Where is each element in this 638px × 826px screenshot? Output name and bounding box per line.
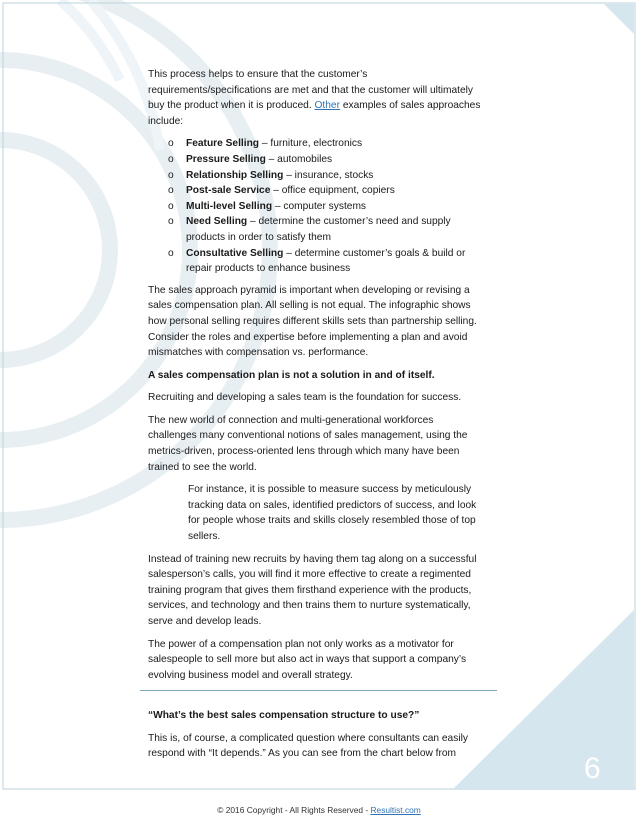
section-heading: “What’s the best sales compensation structure to use?” — [148, 710, 420, 721]
intro-paragraph: This process helps to ensure that the customer’s requirements/specifications are met and that the customer will ultimately buy the product when it is produced. Other examples of sales approaches include: — [148, 69, 481, 127]
top-right-corner-triangle — [604, 4, 634, 34]
indented-example-paragraph: For instance, it is possible to measure success by meticulously tracking data on sales, identified predictors of success, and look for people whose traits and skills closely resembled those of top sellers. — [188, 484, 477, 543]
copyright-text: © 2016 Copyright - All Rights Reserved - — [217, 805, 371, 815]
new-world-paragraph: The new world of connection and multi-generational workforces challenges many conventional notions of sales management, using the metrics-driven, process-oriented lens through which many have been trained to see the world. — [148, 414, 468, 473]
other-link[interactable]: Other — [314, 100, 340, 112]
main-content — [148, 67, 484, 690]
section-two — [148, 708, 484, 769]
bullet-marker: o — [168, 138, 174, 150]
bold-statement: A sales compensation plan is not a solution in and of itself. — [148, 369, 435, 381]
sales-approaches-list — [148, 136, 484, 276]
resultist-link[interactable]: Resultist.com — [370, 805, 421, 815]
list-item: o Need Selling – determine the customer’s need and supply products in order to satisfy them — [168, 216, 451, 243]
bullet-marker: o — [168, 200, 174, 212]
section-paragraph: This is, of course, a complicated question where consultants can easily respond with “It depends.” As you can see from the chart below from — [148, 732, 468, 760]
bullet-marker: o — [168, 153, 174, 165]
bullet-marker: o — [168, 247, 174, 259]
pyramid-paragraph: The sales approach pyramid is important when developing or revising a sales compensation plan. All selling is not equal. The infographic shows how personal selling requires different skills sets than partnership selling. Consider the roles and expertise before implementing a plan and avoid mismatches with compensation vs. performance. — [148, 284, 477, 359]
list-item: o Consultative Selling – determine customer’s goals & build or repair products to enhance business — [168, 247, 466, 275]
list-item: o Relationship Selling – insurance, stocks — [168, 168, 484, 184]
bullet-marker: o — [168, 185, 174, 197]
list-item: o Feature Selling – furniture, electronics — [168, 136, 484, 152]
bullet-marker: o — [168, 169, 174, 181]
bullet-marker: o — [168, 216, 174, 228]
list-item: o Post-sale Service – office equipment, copiers — [168, 183, 484, 199]
training-paragraph: Instead of training new recruits by having them tag along on a successful salesperson’s calls, you will find it more effective to create a regimented training program that gives them firsthand experience with the products, services, and technology and then trains them to nurture systematically, serve and develop leads. — [148, 553, 477, 627]
list-item: o Pressure Selling – automobiles — [168, 152, 484, 168]
list-item: o Multi-level Selling – computer systems — [168, 199, 484, 215]
page-number: 6 — [584, 752, 601, 785]
section-divider — [140, 690, 497, 691]
recruiting-paragraph: Recruiting and developing a sales team is the foundation for success. — [148, 392, 462, 404]
compensation-power-paragraph: The power of a compensation plan not only works as a motivator for salespeople to sell more but also act in ways that support a company’s evolving business model and overall strategy. — [148, 638, 467, 681]
footer — [0, 805, 638, 815]
